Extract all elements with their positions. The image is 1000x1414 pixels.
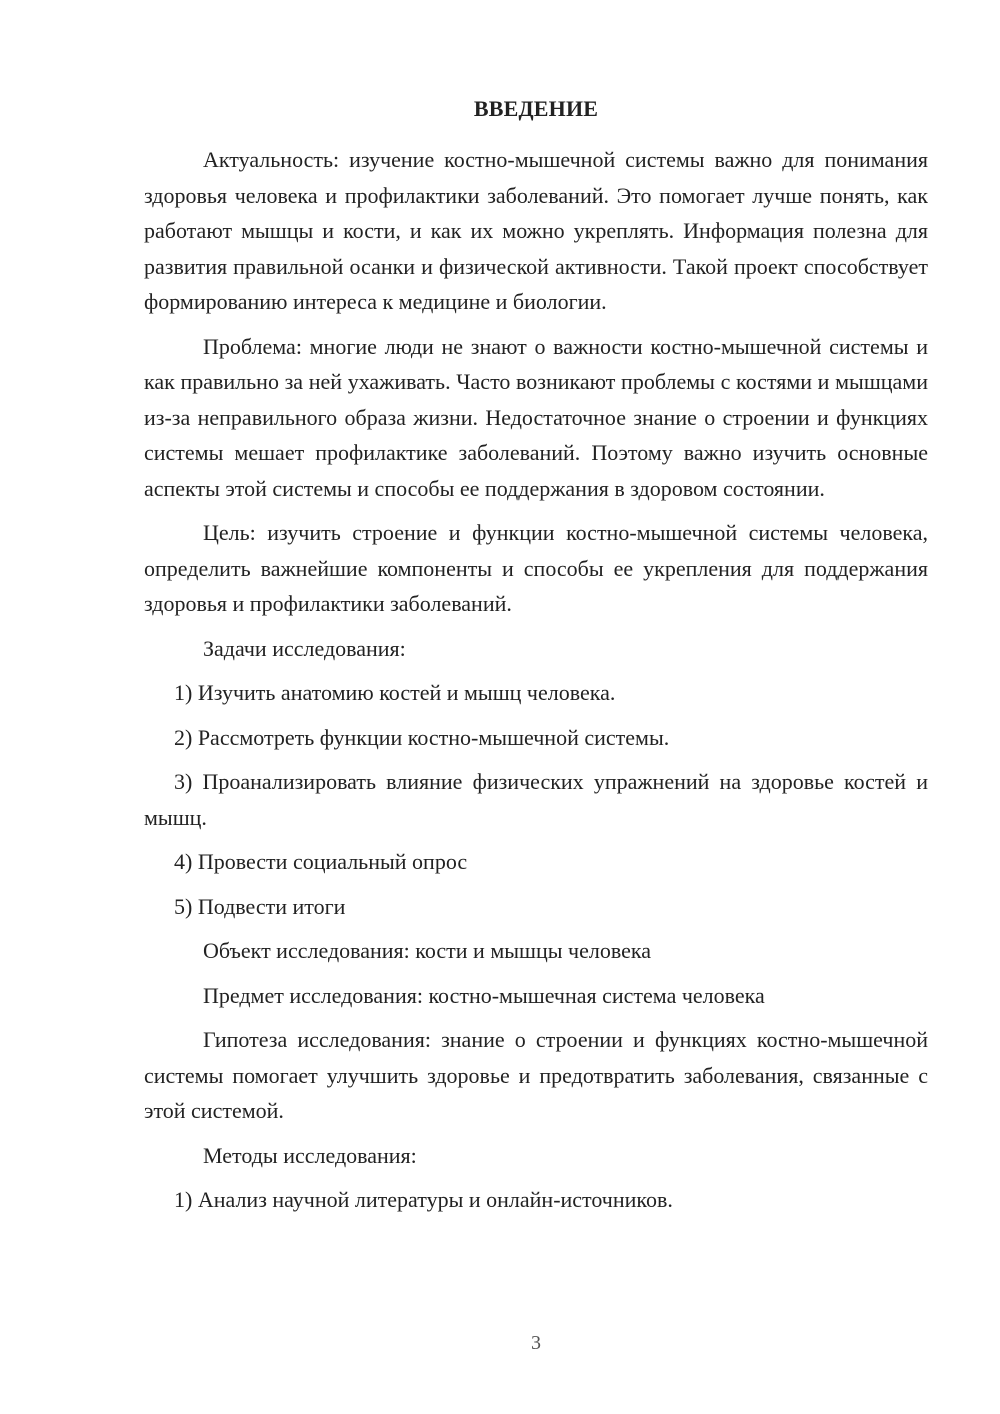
research-object: Объект исследования: кости и мышцы человека [203, 938, 651, 963]
document-body [144, 142, 928, 1227]
research-hypothesis: Гипотеза исследования: знание о строении и функциях костно-мышечной системы помогает улучшить здоровье и предотвратить заболевания, связанные с этой системой. [144, 1027, 928, 1123]
paragraph-problem: Проблема: многие люди не знают о важности костно-мышечной системы и как правильно за ней ухаживать. Часто возникают проблемы с костями и мышцами из-за неправильного образа жизни. Недостаточное знание о строении и функциях системы мешает профилактике заболеваний. Поэтому важно изучить основные аспекты этой системы и способы ее поддержания в здоровом состоянии. [144, 333, 928, 501]
paragraph-goal: Цель: изучить строение и функции костно-мышечной системы человека, определить важнейшие компоненты и способы ее укрепления для поддержания здоровья и профилактики заболеваний. [144, 520, 928, 616]
task-item-2: 2) Рассмотреть функции костно-мышечной системы. [174, 724, 670, 750]
task-item-4: 4) Провести социальный опрос [174, 849, 468, 874]
paragraph-relevance: Актуальность: изучение костно-мышечной системы важно для понимания здоровья человека и профилактики заболеваний. Это помогает лучше понять, как работают мышцы и кости, и как их можно укреплять. Информация полезна для развития правильной осанки и физической активности. Такой проект способствует формированию интереса к медицине и биологии. [144, 147, 928, 314]
task-item-1: 1) Изучить анатомию костей и мышц человека. [174, 680, 616, 705]
task-item-3: 3) Проанализировать влияние физических упражнений на здоровье костей и мышц. [144, 769, 928, 830]
page-title: ВВЕДЕНИЕ [473, 96, 599, 121]
task-item-5: 5) Подвести итоги [174, 893, 346, 919]
tasks-heading: Задачи исследования: [203, 635, 406, 661]
page-number: 3 [531, 1332, 541, 1354]
method-item-1: 1) Анализ научной литературы и онлайн-источников. [174, 1187, 673, 1212]
research-subject: Предмет исследования: костно-мышечная система человека [203, 982, 765, 1008]
methods-heading: Методы исследования: [203, 1142, 417, 1168]
